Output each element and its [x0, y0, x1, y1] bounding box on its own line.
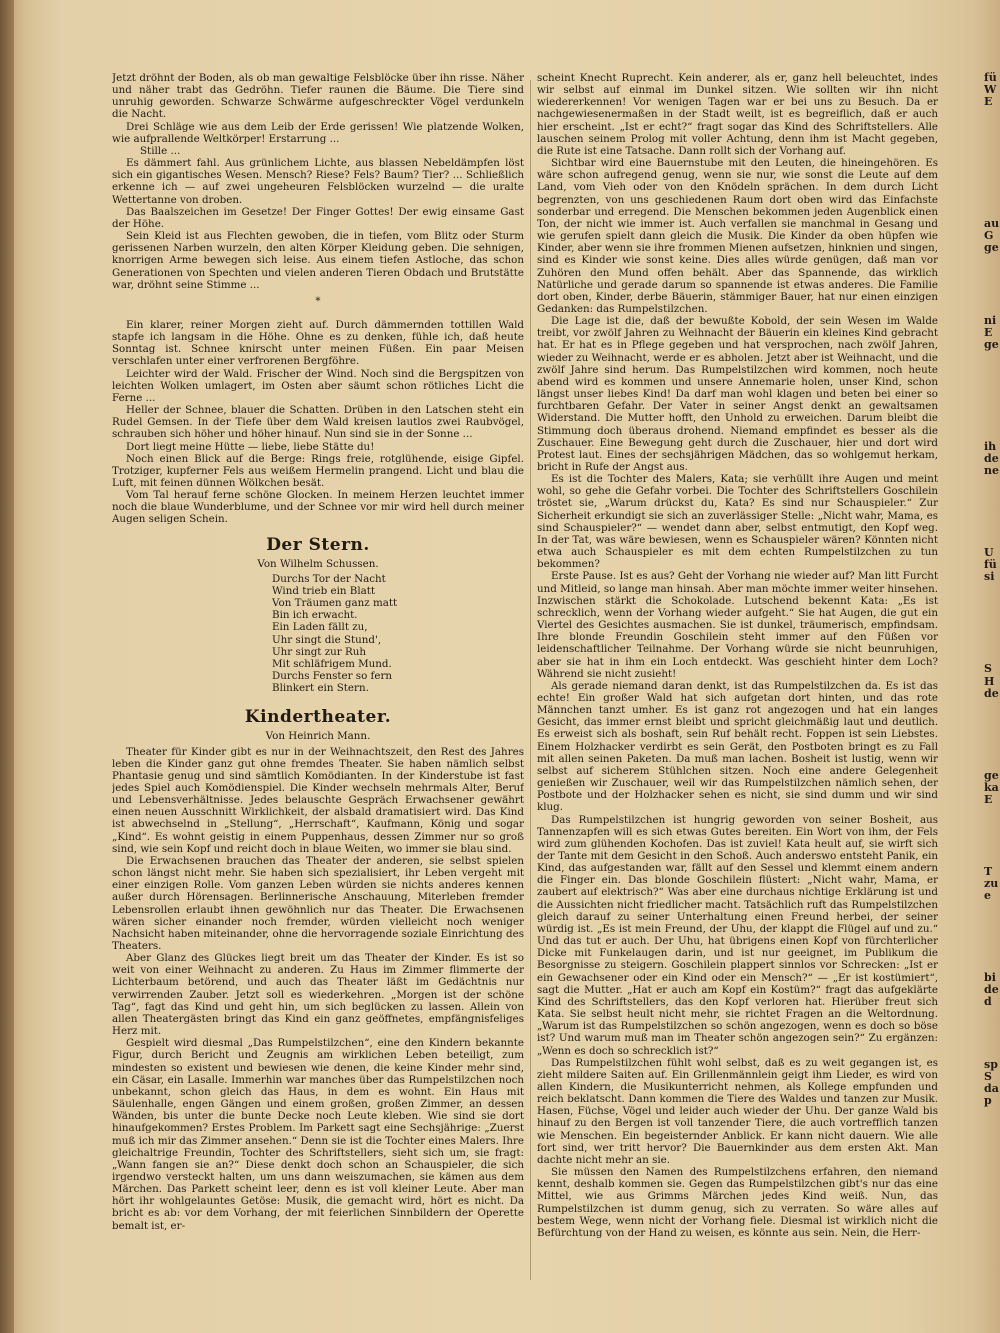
poem-line: Durchs Tor der Nacht	[272, 572, 386, 585]
margin-fragment: da	[984, 1081, 999, 1095]
poem-line: Uhr singt die Stund',	[272, 633, 382, 646]
margin-fragment: ge	[984, 768, 999, 782]
text-paragraph: Die Erwachsenen brauchen das Theater der anderen, sie selbst spielen schon längst nicht mehr. Sie haben sich spezialisiert, ihr Leben vergeht mit einer einzigen Rolle. Vom ganzen Leben würden sie nichts anderes kennen außer durch Hörensagen. Berlinnerische Anschauung, Miterleben fremder Lebensrollen erlaubt ihnen gewöhnlich nur das Theater. Die Erwachsenen wären sicher einander noch fremder, würden vielleicht noch weniger Nachsicht haben miteinander, ohne die hervorragende soziale Einrichtung des Theaters.	[112, 854, 524, 952]
text-paragraph: Vom Tal herauf ferne schöne Glocken. In meinem Herzen leuchtet immer noch die blaue Wunderblume, und der Schnee vor mir wird hell durch meiner Augen seligen Schein.	[112, 489, 524, 526]
poem-line: Blinkert ein Stern.	[272, 682, 369, 695]
text-paragraph: Das Rumpelstilzchen ist hungrig geworden von seiner Bosheit, aus Tannenzapfen will es sich etwas Gutes bereiten. Ein Wort von ihm, der Fels wird zum glühenden Kochofen. Das ist zuviel! Kata heult auf, sie wirft sich der Tante mit dem Gesicht in den Schoß. Auch anderswo entsteht Panik, ein Kind, das aufgestanden war, fällt auf den Sessel und klemmt einem andern die Finger ein. Das blonde Goschilein flüstert: „Nicht wahr, Mama, er zaubert auf elektrisch?“ Was aber eine durchaus nichtige Erklärung ist und die Aussichten nicht friedlicher macht. Tatsächlich ruft das Rumpelstilzchen gleich darauf zu seiner Unterhaltung einen Freund herbei, der seiner würdig ist. „Es ist mein Freund, der Uhu, der klappt die Flügel auf und zu.“ Und das tut er auch. Der Uhu, hat übrigens einen Kopf von fürchterlicher Dicke mit Funkelaugen darin, und ist nur geeignet, im Publikum die Besorgnisse zu steigern. Goschilein plappert sinnlos vor Schrecken: „Ist er ein Gewachsener oder ein Kind oder ein Mensch?“ — „Er ist kostümiert“, sagt die Mutter. „Hat er auch am Kopf ein Kostüm?“ fragt das aufgeklärte Kind des Schriftstellers, das den Kopf verloren hat. Hierüber freut sich Kata. Sie selbst heult nicht mehr, sie richtet Fragen an die Weltordnung. „Warum ist das Rumpelstilzchen so schön angezogen, wenn es doch so böse ist? Und warum muß man im Theater schön angezogen sein?“ Zu ergänzen: „Wenn es doch so schrecklich ist?“	[537, 813, 938, 1057]
margin-fragment: ne	[984, 464, 999, 478]
text-paragraph: Sichtbar wird eine Bauernstube mit den Leuten, die hineingehören. Es wäre schon aufregend genug, wenn sie nur, wie sonst die Leute auf dem Land, vom Vieh oder von den Knödeln sprächen. In dem durch Licht begrenzten, von uns geschiedenen Raum dort oben wird das Einfachste sonderbar und erregend. Die Menschen bekommen jeden Augenblick einen Ton, der nicht wie immer ist. Auch verfallen sie manchmal in Gesang und wie gerufen spielt dann gleich die Musik. Die Kinder da oben hüpfen wie Kinder, aber wenn sie ihre frommen Mienen aufsetzen, hinknien und singen, sind es Kinder wie sonst keine. Dies alles würde genügen, daß man vor Zuhören den Mund offen behält. Aber das Spannende, das wirklich Natürliche und gerade darum so spannende ist etwas anderes. Die Familie dort oben, Kinder, derbe Bäuerin, stämmiger Bauer, hat nur einen einzigen Gedanken: das Rumpelstilzchen.	[537, 157, 938, 315]
text-paragraph: Gespielt wird diesmal „Das Rumpelstilzchen“, eine den Kindern bekannte Figur, durch Bericht und Zeugnis am wirklichen Leben beteiligt, zum mindesten so existent und bewiesen wie denen, die keine Kinder mehr sind, ein Cäsar, ein Lasalle. Immerhin war manches über das Rumpelstilzchen noch unbekannt, schon gleich das Haus, in dem es wohnt. Ein Haus mit Säulenhalle, engen Gängen und einem großen, großen Zimmer, an dessen Wänden, bis unter die bunte Decke noch Leute kleben. Wie sind sie dort hinaufgekommen? Erstes Problem. Im Parkett sagt eine Sechsjährige: „Zuerst muß ich mir das Zimmer ansehen.“ Denn sie ist die Tochter eines Malers. Ihre gleichaltrige Freundin, Tochter des Schriftstellers, sieht sich um, sie fragt: „Wann fangen sie an?“ Diese denkt doch schon an Schauspieler, die sich irgendwo versteckt halten, um uns dann weiszumachen, sie kämen aus dem Märchen. Das Parkett scheint leer, denn es ist voll kleiner Leute. Aber man hört ihr wohlgelauntes Getöse: Musik, die gemacht wird, hört es nicht. Da bricht es ab: vor dem Vorhang, der mit feierlichen Sinnbildern der Operette bemalt ist, er-	[112, 1037, 524, 1232]
margin-fragment: ni	[984, 313, 997, 327]
margin-fragment: S	[984, 662, 992, 676]
stern-byline: Von Wilhelm Schussen.	[257, 557, 379, 570]
text-paragraph: Heller der Schnee, blauer die Schatten. Drüben in den Latschen steht ein Rudel Gemsen. In der Tiefe über dem Wald kreisen lautlos zwei Raubvögel, schrauben sich höher und höher hinauf. Nun sind sie in der Sonne ...	[112, 404, 524, 441]
margin-fragment: E	[984, 792, 993, 806]
text-paragraph: Noch einen Blick auf die Berge: Rings freie, rotglühende, eisige Gipfel. Trotziger, kupferner Fels aus weißem Hermelin prangend. Licht und blau die Luft, mit feinen dünnen Wölkchen besät.	[112, 452, 524, 489]
margin-fragment: fü	[984, 558, 997, 572]
margin-fragment: zu	[984, 877, 999, 891]
page-binding-edge	[0, 0, 14, 1333]
margin-fragment: d	[984, 995, 992, 1009]
poem-line: Von Träumen ganz matt	[272, 597, 398, 610]
margin-fragment: T	[984, 864, 993, 878]
margin-fragment: ka	[984, 780, 999, 794]
poem-line: Wind trieb ein Blatt	[272, 584, 376, 597]
margin-fragment: U	[984, 546, 994, 560]
poem	[272, 573, 524, 695]
margin-fragment: G	[984, 229, 994, 243]
margin-fragment: E	[984, 95, 993, 109]
column-rule	[530, 80, 531, 1280]
text-paragraph: Es ist die Tochter des Malers, Kata; sie verhüllt ihre Augen und meint wohl, so gehe die Gefahr vorbei. Die Tochter des Schriftstellers Goschilein tröstet sie, „Warum drückst du, Kata? Es sind nur Schauspieler.“ Zur Sicherheit erkundigt sie sich an zuverlässiger Stelle: „Nicht wahr, Mama, es sind Schauspieler?“ — wendet dann aber, selbst entmutigt, den Kopf weg. In der Tat, was wäre bewiesen, wenn es Schauspieler wären? Könnten nicht etwa auch Schauspieler es mit dem echten Rumpelstilzchen zu tun bekommen?	[537, 473, 938, 571]
text-paragraph: Aber Glanz des Glückes liegt breit um das Theater der Kinder. Es ist so weit von einer Weihnacht zu anderen. Zu Haus im Zimmer flimmerte der Lichterbaum betörend, und auch das Theater läßt im Gedächtnis nur verwirrenden Zauber. Jetzt soll es wiederkehren. „Morgen ist der schöne Tag“, fagt das Kind und geht hin, um sich beglücken zu lassen. Allein von allen Theatergästen bringt das Kind ein ganz geöffnetes, empfängnisfeliges Herz mit.	[112, 952, 524, 1038]
kindertheater-byline: Von Heinrich Mann.	[265, 730, 371, 743]
margin-fragment: E	[984, 325, 993, 339]
kindertheater-headline: Kindertheater.	[244, 707, 392, 728]
poem-line: Bin ich erwacht.	[272, 609, 358, 622]
stern-headline: Der Stern.	[266, 534, 370, 555]
text-paragraph: Ein klarer, reiner Morgen zieht auf. Durch dämmernden tottillen Wald stapfe ich langsam in die Höhe. Ohne es zu denken, fühle ich, daß heute Sonntag ist. Schnee knirscht unter meinen Füßen. Ein paar Meisen verschlafen unter einer verfrorenen Bergföhre.	[112, 318, 524, 368]
text-paragraph: scheint Knecht Ruprecht. Kein anderer, als er, ganz hell beleuchtet, indes wir selbst auf einmal im Dunkel sitzen. Wie sollten wir ihn nicht wiedererkennen! Vor wenigen Tagen war er bei uns zu Besuch. Da er nachgewiesenermaßen in der Stadt weilt, ist es begreiflich, daß er auch hier erscheint. „Ist er echt?“ fragt sogar das Kind des Schriftstellers. Alle lauschen seinem Prolog mit voller Achtung, denn ihm ist Macht gegeben, die Rute ist eine Tatsache. Dann rollt sich der Vorhang auf.	[537, 72, 938, 157]
margin-fragment: de	[984, 451, 999, 465]
text-paragraph: Das Baalszeichen im Gesetze! Der Finger Gottes! Der ewig einsame Gast der Höhe.	[112, 205, 524, 230]
margin-fragment: W	[984, 83, 997, 97]
text-paragraph: Sie müssen den Namen des Rumpelstilzchens erfahren, den niemand kennt, deshalb kommen sie. Gegen das Rumpelstilzchen gibt's nur das eine Mittel, wie aus Grimms Märchen jedes Kind weiß. Nun, das Rumpelstilzchen ist dumm genug, sich zu verraten. So wäre alles auf bestem Wege, wenn nicht der Vorhang fiele. Diesmal ist wirklich nicht die Befürchtung von der Hand zu weisen, es könnte aus sein. Nein, die Herr-	[537, 1166, 938, 1239]
text-paragraph: Erste Pause. Ist es aus? Geht der Vorhang nie wieder auf? Man litt Furcht und Mitleid, so lange man hinsah. Aber man möchte immer weiter hinsehen. Inzwischen stärkt die Schokolade. Lutschend bekennt Kata: „Es ist schrecklich, wenn der Vorhang wieder aufgeht.“ Sie hat Augen, die gut ein Viertel des Gesichtes ausmachen. Sie ist dunkel, träumerisch, empfindsam. Ihre blonde Freundin Goschilein steht immer auf den Füßen vor leidenschaftlicher Teilnahme. Der Vorhang würde sie nicht beunruhigen, aber sie hat in ihm ein Loch entdeckt. Was geschieht hinter dem Loch? Während sie nicht zusieht!	[537, 570, 938, 680]
text-paragraph: Drei Schläge wie aus dem Leib der Erde gerissen! Wie platzende Wolken, wie aufprallende Weltkörper! Erstarrung ...	[112, 120, 524, 145]
text-paragraph: Sein Kleid ist aus Flechten gewoben, die in tiefen, vom Blitz oder Sturm gerissenen Narben wurzeln, den alten Körper Kleidung geben. Die sehnigen, knorrigen Arme bewegen sich leise. Aus einem tiefen Astloche, das schon Generationen von Spechten und vielen anderen Tieren Obdach und Brutstätte war, dröhnt seine Stimme ...	[112, 230, 524, 291]
left-column	[112, 72, 524, 1302]
margin-fragment: si	[984, 570, 995, 584]
poem-line: Durchs Fenster so fern	[272, 670, 392, 683]
text-paragraph: Jetzt dröhnt der Boden, als ob man gewaltige Felsblöcke über ihn risse. Näher und näher trabt das Gedröhn. Tiefer raunen die Bäume. Die Tiere sind unruhig geworden. Schwarze Schwärme aufgeschreckter Vögel verdunkeln die Nacht.	[112, 72, 524, 121]
margin-fragment: H	[984, 674, 995, 688]
margin-fragment: ge	[984, 337, 999, 351]
margin-fragment: bi	[984, 971, 996, 985]
text-paragraph: Es dämmert fahl. Aus grünlichem Lichte, aus blassen Nebeldämpfen löst sich ein gigantisches Wesen. Mensch? Riese? Fels? Baum? Tier? ... Schließlich erkenne ich — auf zwei ungeheuren Felsblöcken wurzelnd — die uralte Wettertanne von droben.	[112, 157, 524, 206]
margin-fragment: au	[984, 217, 1000, 231]
margin-fragment: S	[984, 1069, 992, 1083]
margin-fragment: ge	[984, 241, 999, 255]
right-column	[537, 72, 938, 1302]
text-paragraph: Die Lage ist die, daß der bewußte Kobold, der sein Wesen im Walde treibt, vor zwölf Jahren zu Weihnacht der Bäuerin ein kleines Kind gebracht hat. Er hat es in Pflege gegeben und hat versprochen, nach zwölf Jahren, wieder zu Weihnacht, werde er es abholen. Jetzt aber ist Weihnacht, und die zwölf Jahre sind herum. Das Rumpelstilzchen wird kommen, noch heute abend wird es kommen und unsere Annemarie holen, unser Kind, schon längst unser liebes Kind! Da darf man wohl klagen und beten bei einer so furchtbaren Gefahr. Der Vater in seiner Angst denkt an gewaltsamen Widerstand. Die Mutter hofft, den Unhold zu erweichen. Darum bleibt die Stimmung doch überaus drohend. Niemand empfindet es besser als die Zuschauer. Eine Bewegung geht durch die Zuschauer, hier und dort wird Protest laut. Eines der sechsjährigen Mädchen, das so wohlgemut herkam, bricht in Rufe der Angst aus.	[537, 315, 938, 473]
margin-fragment: de	[984, 983, 999, 997]
margin-fragment: e	[984, 889, 991, 903]
margin-fragment: sp	[984, 1057, 998, 1071]
text-paragraph: Das Rumpelstilzchen fühlt wohl selbst, daß es zu weit gegangen ist, es zieht mildere Saiten auf. Ein Grillenmännlein geigt ihm Lieder, es wird von allen Kindern, die Musikunterricht nehmen, als Kollege empfunden und reich beklatscht. Dann kommen die Tiere des Waldes und tanzen zur Musik. Hasen, Füchse, Vögel und leider auch wieder der Uhu. Der ganze Wald bis hinauf zu den Bergen ist voll tanzender Tiere, die auch vortrefflich tanzen wie Menschen. Ein begeisternder Anblick. Er kann nicht dauern. Wie alle fort sind, wer tritt hervor? Die Bauernkinder aus dem ersten Akt. Man dachte nicht mehr an sie.	[537, 1056, 938, 1166]
text-paragraph: Stille ...	[140, 144, 181, 157]
next-page-edge-column	[984, 72, 1000, 1302]
margin-fragment: ih	[984, 439, 997, 453]
poem-line: Ein Laden fällt zu,	[272, 621, 368, 634]
text-paragraph: Theater für Kinder gibt es nur in der Weihnachtszeit, den Rest des Jahres leben die Kinder ganz gut ohne fremdes Theater. Sie haben nämlich selbst Phantasie genug und sind sämtlich Komödianten. In der Kinderstube ist fast jedes Spiel auch Komödienspiel. Die Kinder wechseln mehrmals Alter, Beruf und Lebensverhältnisse. Jedes belauschte Gespräch Erwachsener gewährt einen neuen Ausschnitt Wirklichkeit, der alsbald dramatisiert wird. Das Kind ist abwechselnd in „Stellung“, „Herrschaft“, Kaufmann, König und sogar „Kind“. Es wohnt geistig in einem Puppenhaus, dessen Zimmer nur so groß sind, wie sein Kopf und reicht doch in blaue Weiten, wo immer sie blau sind.	[112, 745, 524, 855]
text-paragraph: Dort liegt meine Hütte — liebe, liebe Stätte du!	[126, 440, 375, 453]
margin-fragment: fü	[984, 72, 997, 84]
margin-fragment: de	[984, 686, 999, 700]
margin-fragment: p	[984, 1093, 992, 1107]
section-separator: *	[315, 294, 321, 307]
text-paragraph: Leichter wird der Wald. Frischer der Wind. Noch sind die Bergspitzen von leichten Wolken umlagert, im Osten aber säumt schon rötliches Licht die Ferne ...	[112, 367, 524, 404]
spacer	[112, 309, 524, 319]
poem-line: Uhr singt zur Ruh	[272, 645, 366, 658]
poem-line: Mit schläfrigem Mund.	[272, 657, 392, 670]
text-paragraph: Als gerade niemand daran denkt, ist das Rumpelstilzchen da. Es ist das echte! Ein großer Wald hat sich aufgetan dort hinten, und das rote Männchen tanzt umher. Es ist ganz rot angezogen und hat ein langes Gesicht, das immer ernst bleibt und spricht gleichmäßig laut und deutlich. Es erweist sich als boshaft, sein Ruf behält recht. Foppen ist sein Liebstes. Einem Holzhacker verdirbt es sein Gerät, den Postboten bringt es zu Fall mit allen seinen Paketen. Da muß man lachen. Bosheit ist lustig, wenn wir selbst auf sicherem Stühlchen sitzen. Noch eine andere Gelegenheit genießen wir Zuschauer, weil wir das Rumpelstilzchen nämlich sehen, der Postbote und der Holzhacker sehen es nicht, sie sind dumm und wir sind klug.	[537, 679, 938, 814]
